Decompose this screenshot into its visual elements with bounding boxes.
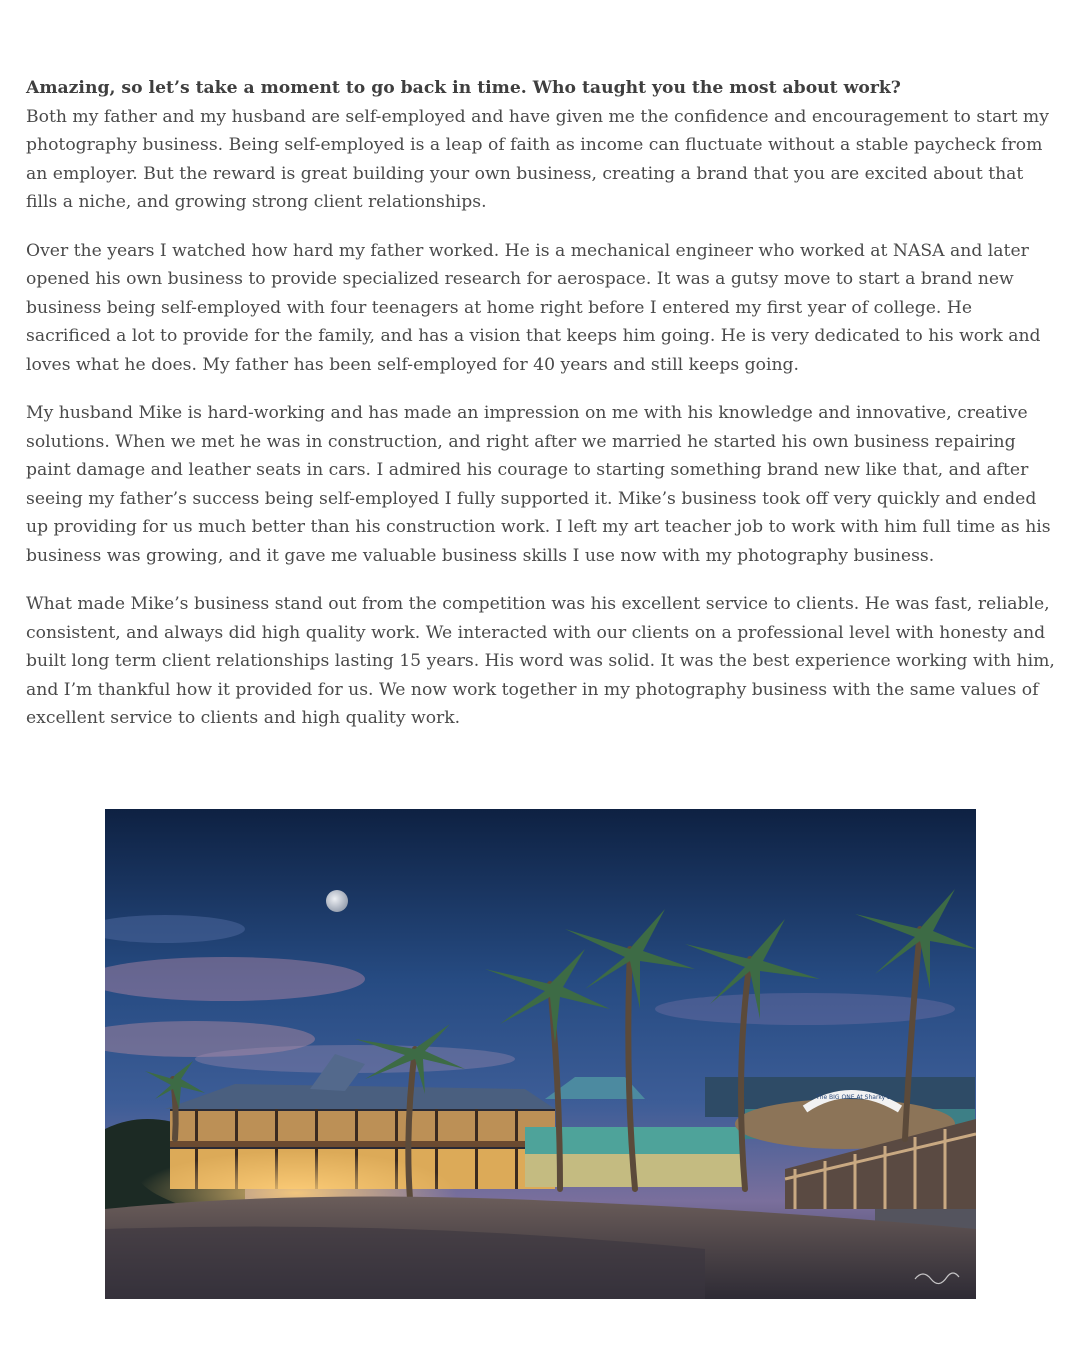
answer-paragraph-4: What made Mike’s business stand out from the competition was his excellent service to clients. He was fast, reliable, consistent, and always did high quality work. We interacted with our clients on a professional level with honesty and built long term client relationships lasting 15 years. His word was solid. It was the best experience working with him, and I’m thankful how it provided for us. We now work together in my photography business with the same values of excellent service to clients and high quality work. — [26, 594, 1055, 728]
beach-restaurant-photo — [105, 809, 976, 1299]
answer-paragraph-2: Over the years I watched how hard my father worked. He is a mechanical engineer who worked at NASA and later opened his own business to provide specialized research for aerospace. It was a gutsy move to start a brand new business being self-employed with four teenagers at home right before I entered my first year of college. He sacrificed a lot to provide for the family, and has a vision that keeps him going. He is very dedicated to his work and loves what he does. My father has been self-employed for 40 years and still keeps going. — [26, 240, 1041, 375]
article-body — [26, 74, 1060, 753]
arch-sign-text: The BIG ONE At Sharky's — [815, 1094, 891, 1101]
answer-paragraph-3: My husband Mike is hard-working and has made an impression on me with his knowledge and innovative, creative solutions. When we met he was in construction, and right after we married he started his own business repairing paint damage and leather seats in cars. I admired his courage to starting something brand new like that, and after seeing my father’s success being self-employed I fully supported it. Mike’s business took off very quickly and ended up providing for us much better than his construction work. I left my art teacher job to work with him full time as his business was growing, and it gave me valuable business skills I use now with my photography business. — [26, 403, 1051, 566]
answer-paragraph-1: Both my father and my husband are self-employed and have given me the confidence and encouragement to start my photography business. Being self-employed is a leap of faith as income can fluctuate without a stable paycheck from an employer. But the reward is great building your own business, creating a brand that you are excited about that fills a niche, and growing strong client relationships. — [26, 106, 1049, 212]
beach-restaurant-illustration — [105, 809, 976, 1299]
moon — [326, 890, 348, 912]
interview-question: Amazing, so let’s take a moment to go back in time. Who taught you the most about work? — [26, 78, 901, 98]
